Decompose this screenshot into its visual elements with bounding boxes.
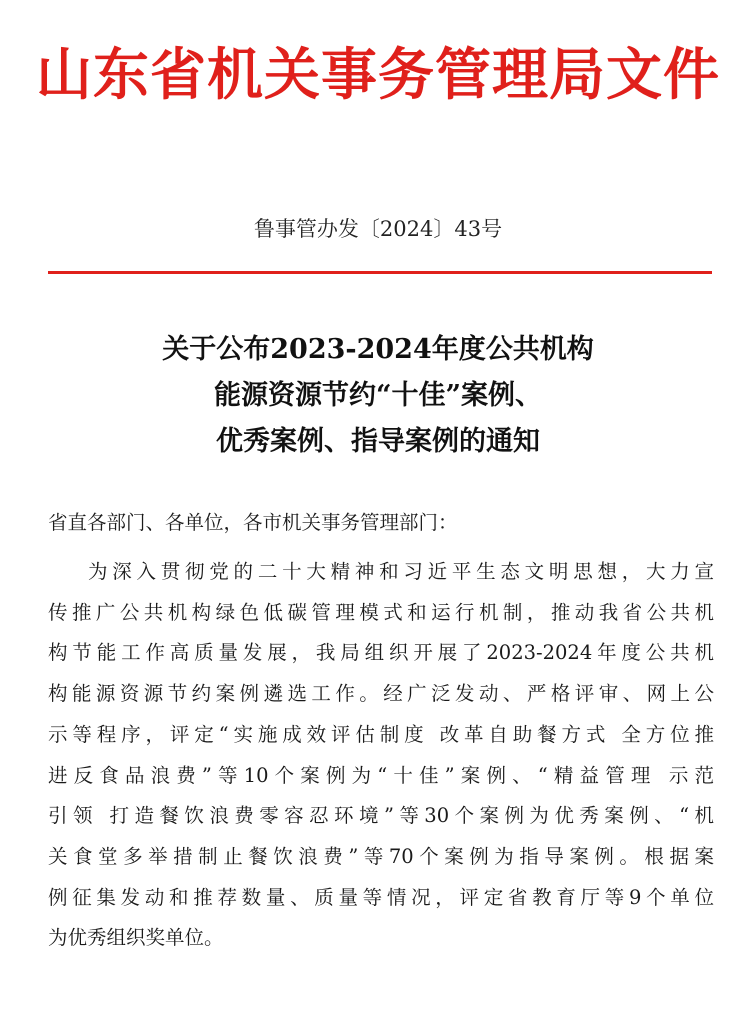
notice-title-line: 优秀案例、指导案例的通知 — [216, 426, 540, 457]
document-number: 鲁事管办发〔2024〕43号 — [253, 217, 503, 241]
addressee-line: 省直各部门、各单位，各市机关事务管理部门： — [48, 511, 458, 534]
document-header-title: 山东省机关事务管理局文件 — [36, 42, 720, 108]
body-line: 例征集发动和推荐数量、质量等情况，评定省教育厅等9个单位 — [48, 885, 714, 909]
body-paragraph — [48, 552, 714, 959]
body-line: 为深入贯彻党的二十大精神和习近平生态文明思想，大力宣 — [88, 560, 714, 583]
notice-title — [0, 327, 756, 465]
body-line: 示等程序，评定“实施成效评估制度 改革自助餐方式 全方位推 — [48, 722, 714, 746]
red-divider-line — [48, 271, 712, 274]
body-line: 为优秀组织奖单位。 — [48, 926, 224, 950]
body-line: 引领 打造餐饮浪费零容忍环境”等30个案例为优秀案例、“机 — [48, 804, 714, 828]
body-line: 关食堂多举措制止餐饮浪费”等70个案例为指导案例。根据案 — [48, 844, 714, 868]
notice-title-line: 能源资源节约“十佳”案例、 — [213, 380, 543, 411]
body-line: 进反食品浪费”等10个案例为“十佳”案例、“精益管理 示范 — [48, 763, 714, 787]
body-line: 传推广公共机构绿色低碳管理模式和运行机制，推动我省公共机 — [48, 600, 714, 624]
notice-title-line: 关于公布2023-2024年度公共机构 — [162, 334, 594, 365]
body-line: 构能源资源节约案例遴选工作。经广泛发动、严格评审、网上公 — [48, 682, 714, 706]
body-line: 构节能工作高质量发展，我局组织开展了2023-2024年度公共机 — [48, 641, 714, 665]
